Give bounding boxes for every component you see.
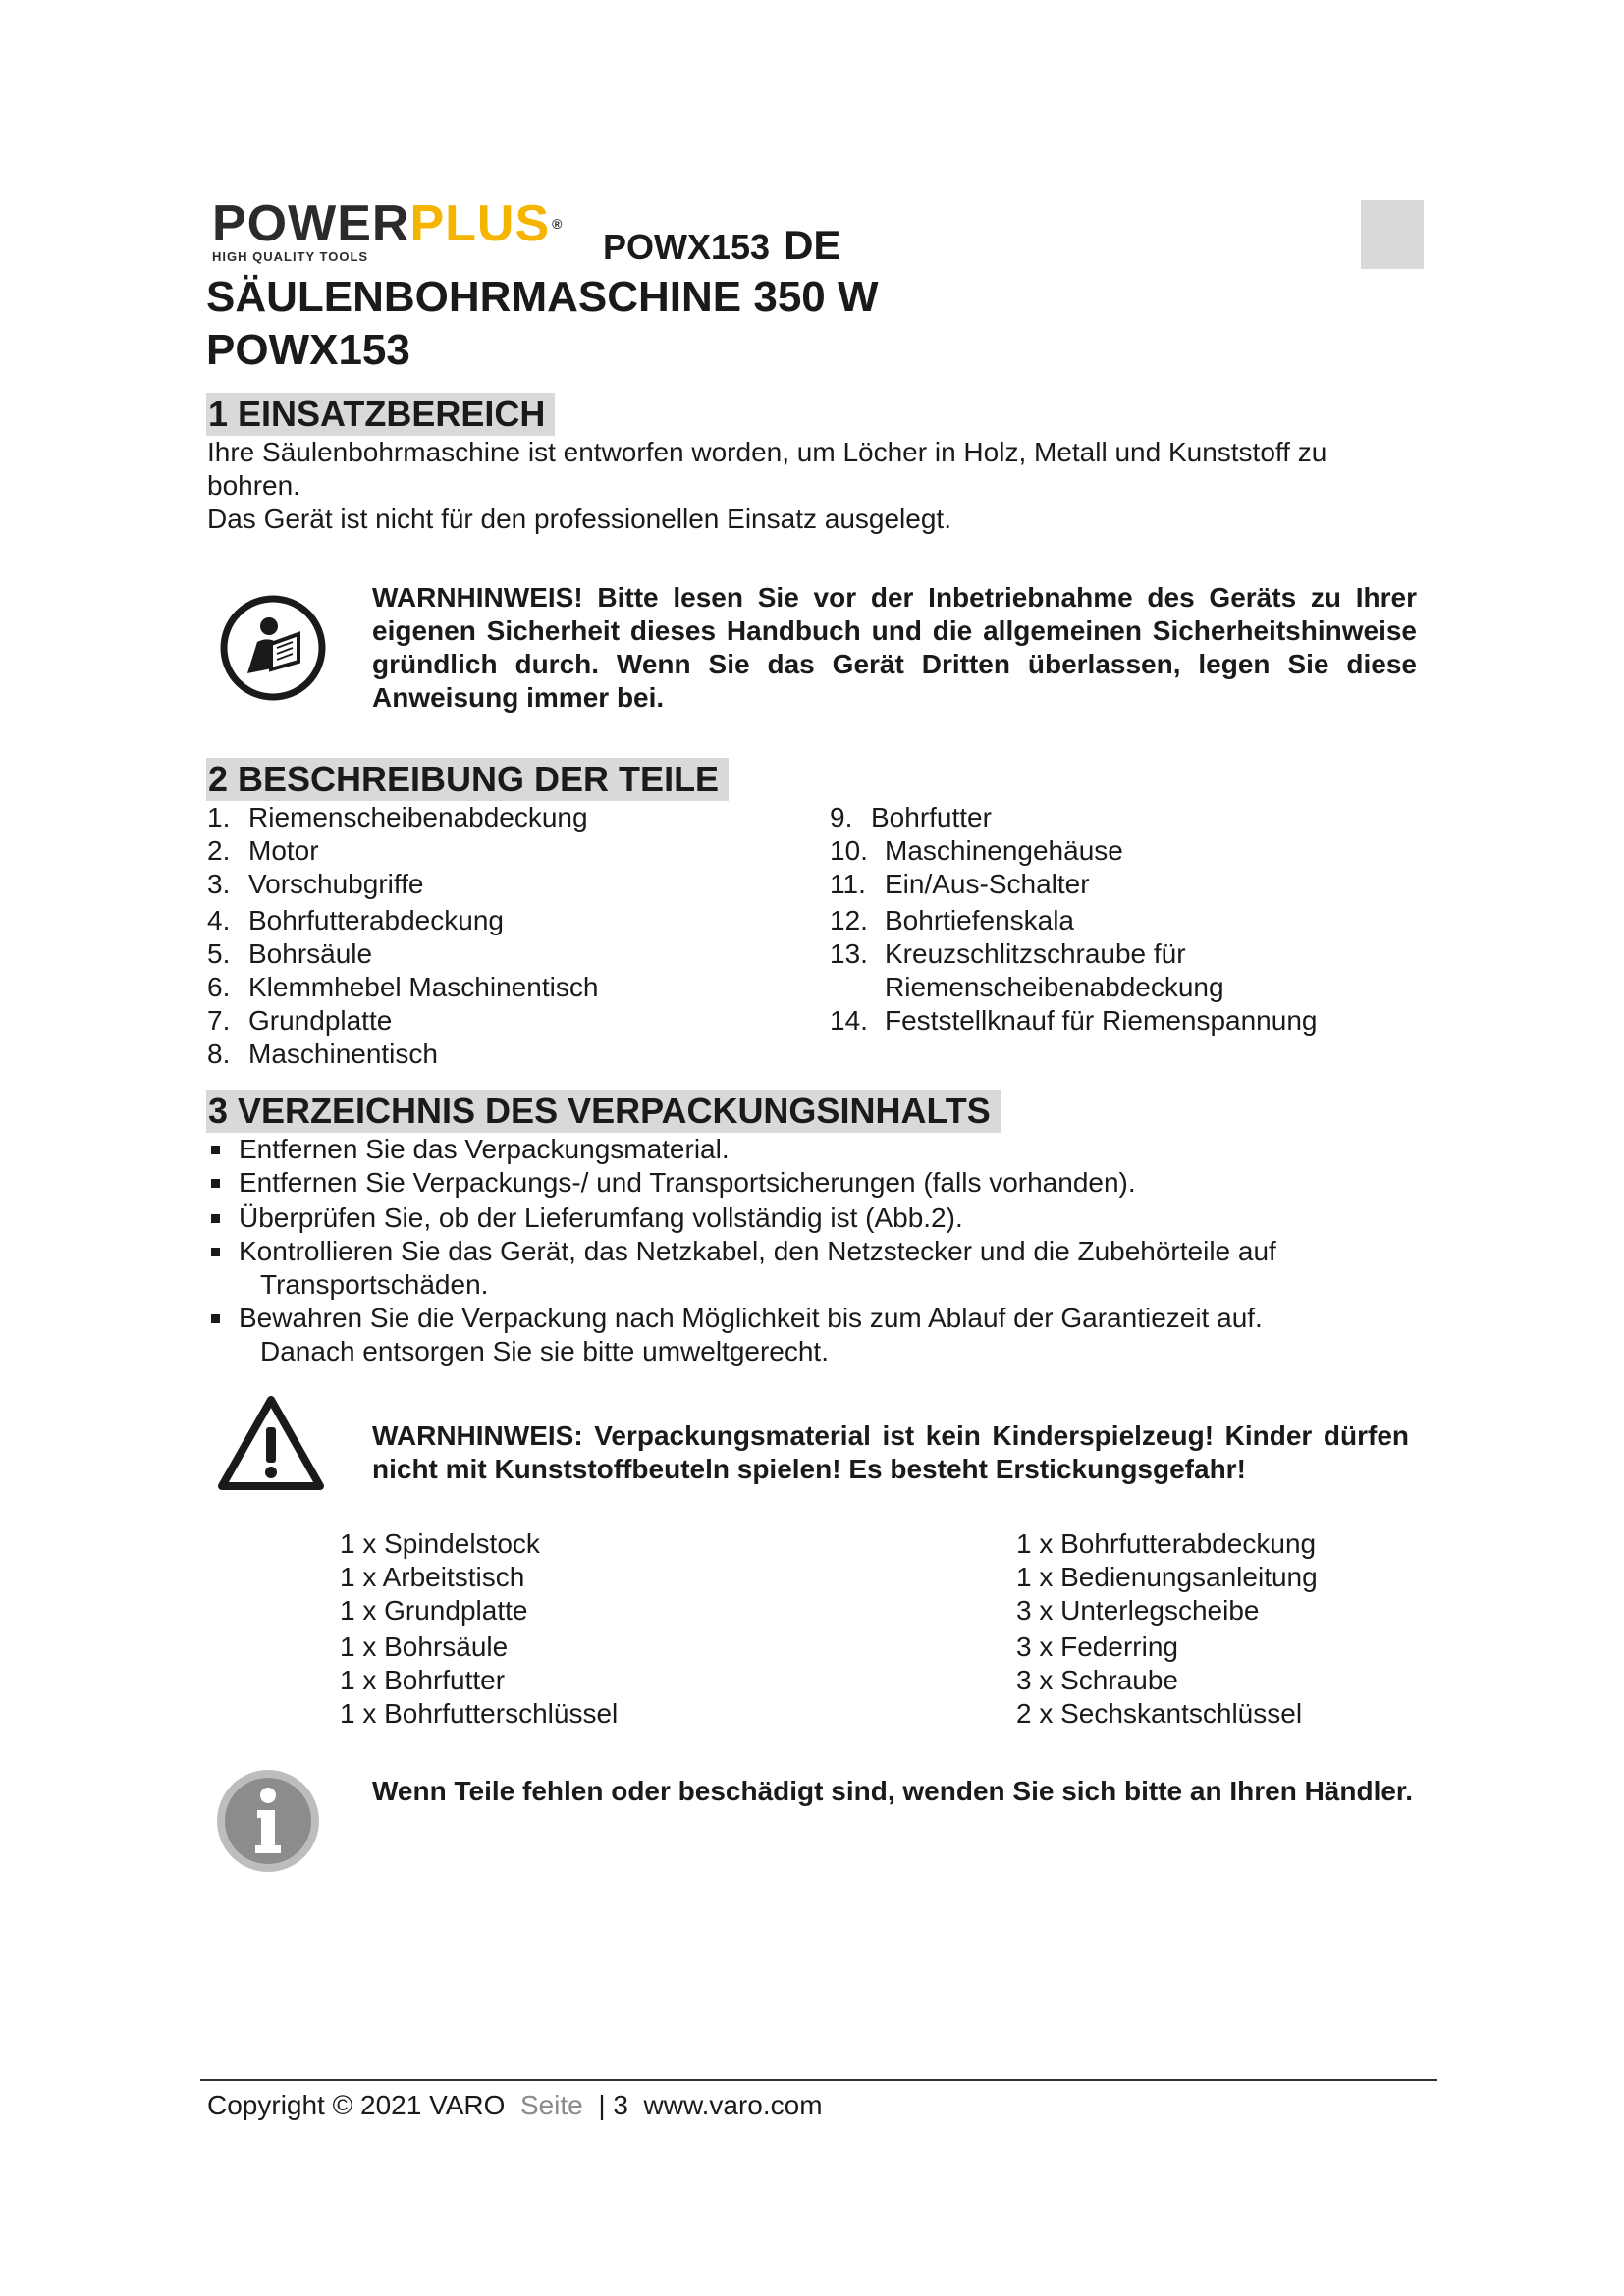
language-code: DE (784, 222, 841, 268)
list-item: 1 x Grundplatte (340, 1595, 528, 1626)
unpacking-steps (207, 1133, 1425, 1368)
list-item: 3 x Unterlegscheibe (1016, 1595, 1260, 1626)
footer-copyright: Copyright © 2021 VARO (207, 2090, 506, 2120)
page-title (206, 271, 879, 377)
section-2-heading: 2 BESCHREIBUNG DER TEILE (206, 758, 729, 801)
title-line-1: SÄULENBOHRMASCHINE 350 W (206, 273, 879, 321)
list-item: 11. Ein/Aus-Schalter (830, 869, 1090, 899)
parts-list-right (830, 801, 1419, 1038)
footer-seite: Seite (519, 2090, 583, 2120)
list-item: 12. Bohrtiefenskala (830, 905, 1075, 935)
list-item: 10. Maschinengehäuse (830, 835, 1123, 866)
footer-url[interactable]: www.varo.com (643, 2090, 823, 2120)
list-item: 6. Klemmhebel Maschinentisch (207, 972, 599, 1002)
list-item: 14. Feststellknauf für Riemenspannung (830, 1005, 1318, 1036)
list-item: 1 x Bohrfutter (340, 1665, 506, 1695)
list-item: 3. Vorschubgriffe (207, 869, 424, 899)
section-1-warning: WARNHINWEIS! Bitte lesen Sie vor der Inbetriebnahme des Geräts zu Ihrer eigenen Sicherheit dieses Handbuch und die allgemeinen Sicherheitshinweise gründlich durch. Wenn Sie das Gerät Dritten überlassen, legen Sie diese Anweisung immer bei. (372, 582, 1417, 713)
corner-marker (1361, 200, 1424, 269)
logo-tagline: HIGH QUALITY TOOLS (212, 249, 369, 264)
list-item: Kontrollieren Sie das Gerät, das Netzkabel, den Netzstecker und die Zubehörteile auf Transportschäden. (207, 1235, 1425, 1302)
footer-divider (200, 2079, 1437, 2081)
contents-list-left (340, 1527, 831, 1731)
section-3-warning: WARNHINWEIS: Verpackungsmaterial ist kein Kinderspielzeug! Kinder dürfen nicht mit Kunststoffbeuteln spielen! Es besteht Erstickungsgefahr! (372, 1420, 1409, 1484)
list-item: 1. Riemenscheibenabdeckung (207, 802, 588, 832)
list-item: 2. Motor (207, 835, 319, 866)
list-item: 1 x Bohrsäule (340, 1631, 509, 1662)
title-line-2: POWX153 (206, 326, 410, 374)
section-3-heading: 3 VERZEICHNIS DES VERPACKUNGSINHALTS (206, 1090, 1001, 1133)
model-header (603, 222, 840, 269)
list-item: 8. Maschinentisch (207, 1039, 438, 1069)
list-item: 1 x Arbeitstisch (340, 1562, 525, 1592)
model-number: POWX153 (603, 227, 771, 267)
list-item: 4. Bohrfutterabdeckung (207, 905, 504, 935)
list-item: 3 x Federring (1016, 1631, 1178, 1662)
list-item: 1 x Bedienungsanleitung (1016, 1562, 1318, 1592)
list-item: 9. Bohrfutter (830, 802, 992, 832)
list-item: 7. Grundplatte (207, 1005, 393, 1036)
list-item: Entfernen Sie das Verpackungsmaterial. (207, 1133, 1425, 1166)
logo-registered-mark: ® (552, 216, 564, 232)
list-item: Überprüfen Sie, ob der Lieferumfang vollständig ist (Abb.2). (207, 1201, 1425, 1235)
section-1-text-1: Ihre Säulenbohrmaschine ist entworfen worden, um Löcher in Holz, Metall und Kunststoff zu bohren. (207, 437, 1327, 501)
list-item: 1 x Bohrfutterschlüssel (340, 1698, 619, 1729)
contents-list-right (1016, 1527, 1429, 1731)
missing-parts-note: Wenn Teile fehlen oder beschädigt sind, wenden Sie sich bitte an Ihren Händler. (372, 1776, 1414, 1806)
parts-list-left (207, 801, 796, 1071)
page-footer (207, 2089, 823, 2122)
read-manual-icon (218, 593, 328, 703)
list-item: Entfernen Sie Verpackungs-/ und Transportsicherungen (falls vorhanden). (207, 1166, 1425, 1200)
list-item: 3 x Schraube (1016, 1665, 1178, 1695)
warning-triangle-icon (216, 1394, 326, 1492)
list-item: Bewahren Sie die Verpackung nach Möglichkeit bis zum Ablauf der Garantiezeit auf. Danach entsorgen Sie sie bitte umweltgerecht. (207, 1302, 1425, 1368)
section-1-heading: 1 EINSATZBEREICH (206, 393, 555, 436)
list-item: 13. Kreuzschlitzschraube für Riemenscheibenabdeckung (830, 938, 1224, 1002)
section-1-intro (207, 436, 1425, 536)
list-item: 1 x Spindelstock (340, 1528, 540, 1559)
logo-text-plus: PLUS (409, 195, 551, 252)
info-icon (214, 1767, 322, 1875)
list-item: 5. Bohrsäule (207, 938, 373, 969)
brand-logo (212, 195, 575, 264)
footer-page-number: | 3 (598, 2090, 628, 2120)
logo-text-power: POWER (212, 195, 410, 252)
section-1-text-2: Das Gerät ist nicht für den professionellen Einsatz ausgelegt. (207, 504, 951, 534)
list-item: 2 x Sechskantschlüssel (1016, 1698, 1303, 1729)
list-item: 1 x Bohrfutterabdeckung (1016, 1528, 1317, 1559)
